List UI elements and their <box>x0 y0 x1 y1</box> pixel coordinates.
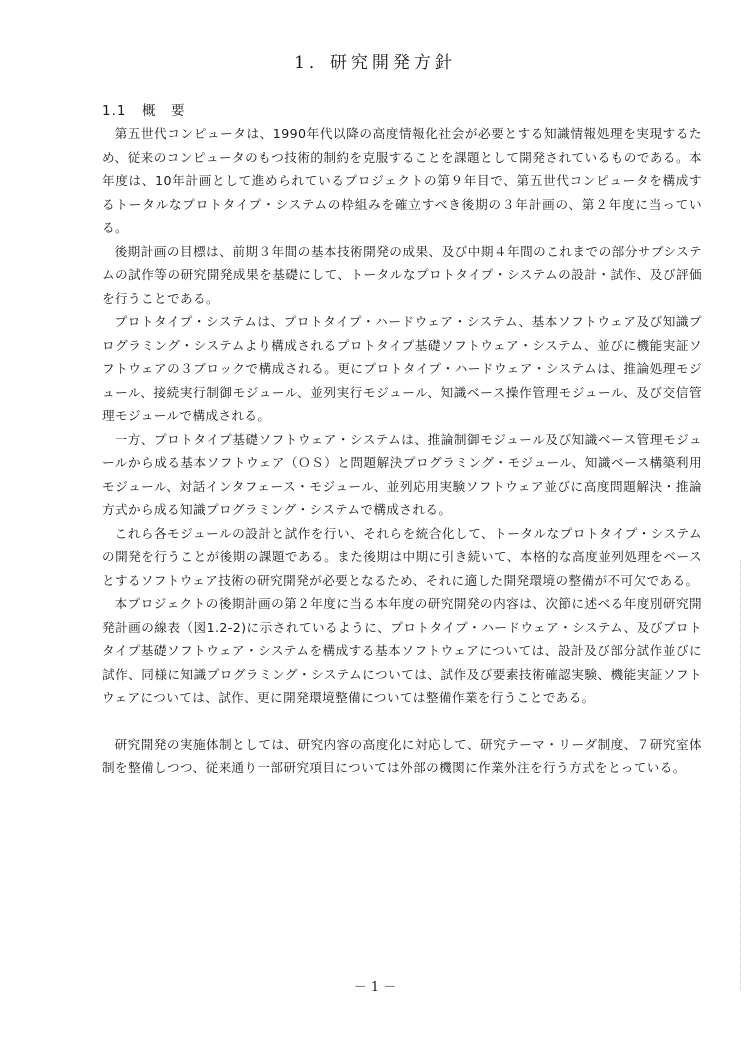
section-number: 1.1 <box>102 103 127 119</box>
paragraph-later-plan-goal: 後期計画の目標は、前期３年間の基本技術開発の成果、及び中期４年間のこれまでの部分サブシステムの試作等の研究開発成果を基礎にして、トータルなプロトタイプ・システムの設計・試作、及び評価を行うことである。 <box>102 243 702 306</box>
chapter-title: 1．研究開発方針 <box>294 53 456 73</box>
paragraph-prototype-system: プロトタイプ・システムは、プロトタイプ・ハードウェア・システム、基本ソフトウェア及び知識プログラミング・システムより構成されるプロトタイプ基礎ソフトウェア・システム、並びに機能実証ソフトウェアの３ブロックで構成される。更にプロトタイプ・ハードウェア・システムは、推論処理モジュール、接続実行制御モジュール、並列実行モジュール、知識ベース操作管理モジュール、及び交信管理モジュールで構成される。 <box>102 314 702 423</box>
paragraph-integration: これら各モジュールの設計と試作を行い、それらを統合化して、トータルなプロトタイプ・システムの開発を行うことが後期の課題である。また後期は中期に引き続いて、本格的な高度並列処理をベースとするソフトウェア技術の研究開発が必要となるため、それに適した開発環境の整備が不可欠である。 <box>102 525 702 588</box>
paragraph-current-year: 本プロジェクトの後期計画の第２年度に当る本年度の研究開発の内容は、次節に述べる年度別研究開発計画の線表（図1.2-2)に示されているように、プロトタイプ・ハードウェア・システム、及びプロトタイプ基礎ソフトウェア・システムを構成する基本ソフトウェアについては、設計及び部分試作並びに試作、同様に知識プログラミング・システムについては、試作及び要素技術確認実験、機能実証ソフトウェアについては、試作、更に開発環境整備については整備作業を行うことである。 <box>102 596 702 705</box>
paragraph-organization: 研究開発の実施体制としては、研究内容の高度化に対応して、研究テーマ・リーダ制度、７研究室体制を整備しつつ、従来通り一部研究項目については外部の機関に作業外注を行う方式をとっている。 <box>102 736 702 775</box>
paragraph-basic-software: 一方、プロトタイプ基礎ソフトウェア・システムは、推論制御モジュール及び知識ベース管理モジュールから成る基本ソフトウェア（ＯＳ）と問題解決プログラミング・モジュール、知識ベース構築利用モジュール、対話インタフェース・モジュール、並列応用実験ソフトウェア並びに高度問題解決・推論方式から成る知識プログラミング・システムで構成される。 <box>102 431 702 517</box>
paragraph-overview: 第五世代コンピュータは、1990年代以降の高度情報化社会が必要とする知識情報処理を実現するため、従来のコンピュータのもつ技術的制約を克服することを課題として開発されているものである。本年度は、10年計画として進められているプロジェクトの第９年目で、第五世代コンピュータを構成するトータルなプロトタイプ・システムの枠組みを確立すべき後期の３年計画の、第２年度に当っている。 <box>102 126 702 235</box>
section-title: 概 要 <box>142 103 186 119</box>
section-heading <box>102 99 186 119</box>
body-text <box>102 122 702 780</box>
page-number: － 1 － <box>353 980 397 995</box>
scan-edge-mark <box>740 560 742 990</box>
